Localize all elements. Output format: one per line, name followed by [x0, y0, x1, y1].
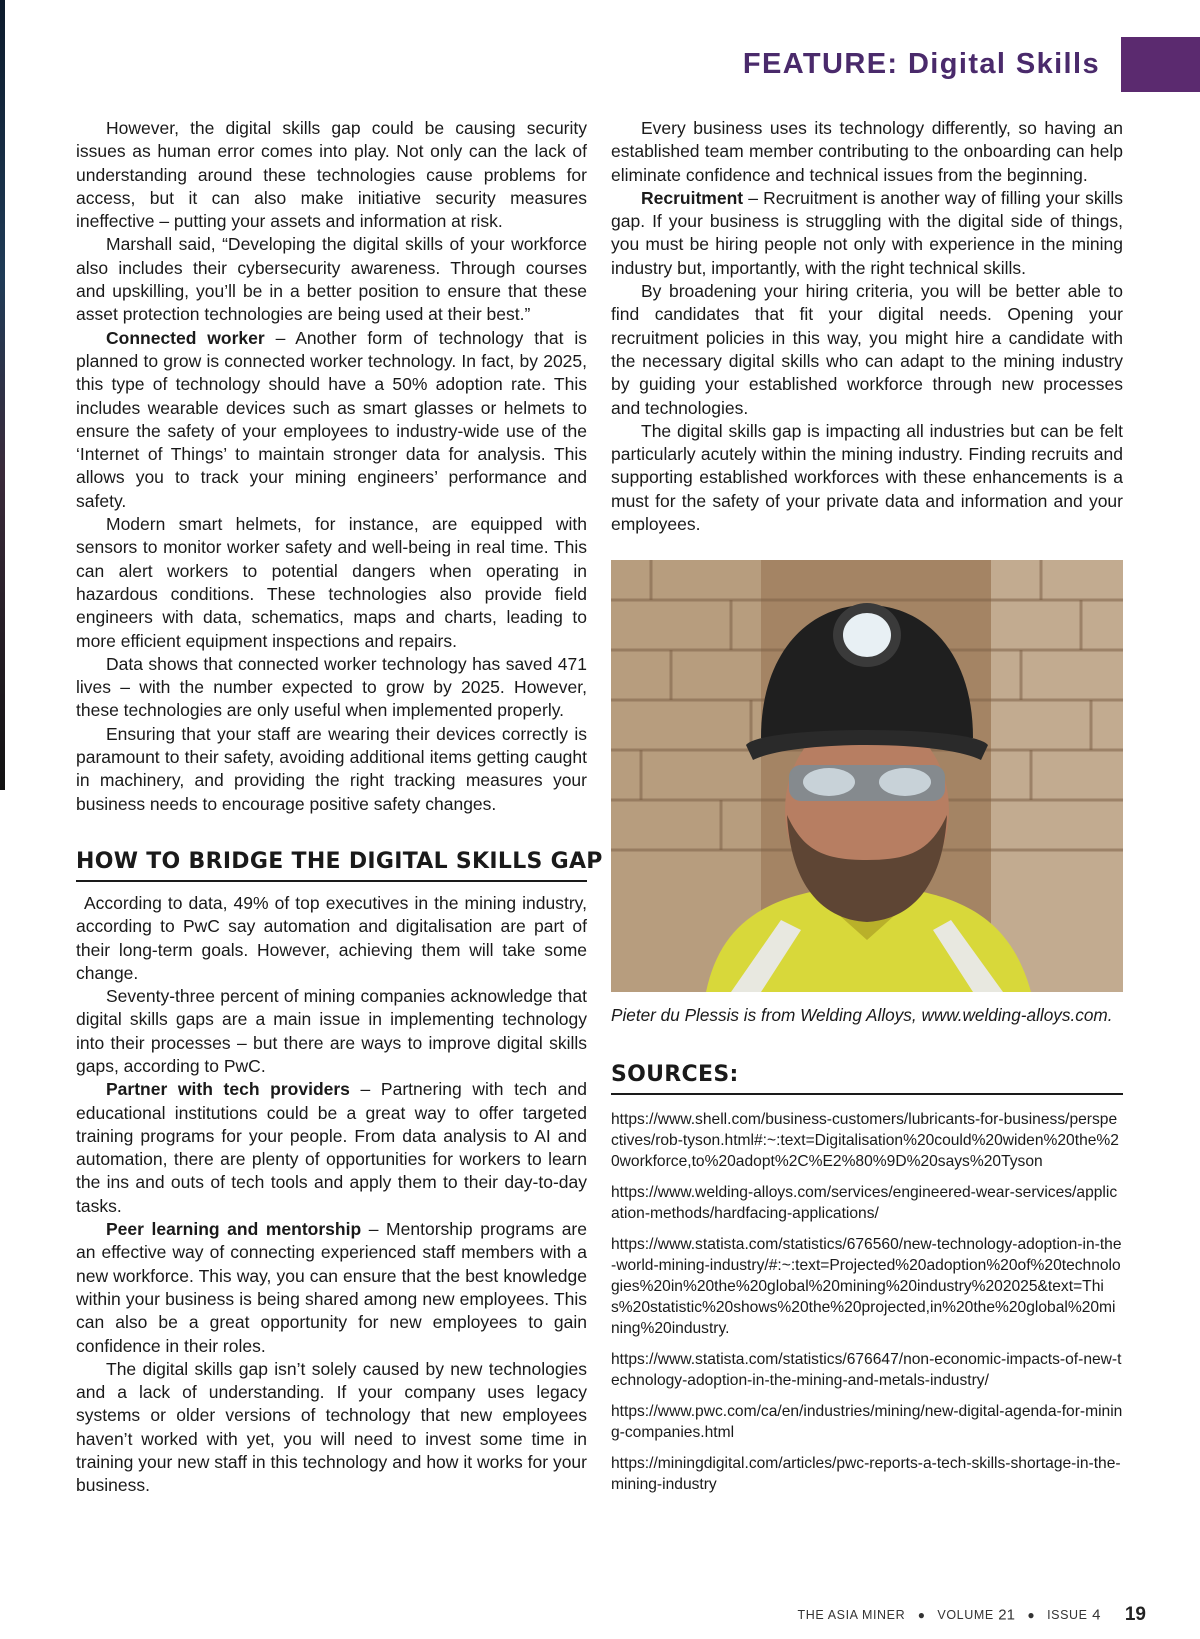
page-title: FEATURE: Digital Skills: [742, 48, 1100, 80]
footer-publication: THE ASIA MINER: [797, 1608, 906, 1622]
paragraph-text: – Recruitment is another way of filling your skills gap. If your business is struggling with the digital side of things, you must be hiring people not only with experience in the mining industry but, importantly, with the right technical skills.: [611, 187, 1123, 278]
article-paragraph: [76, 985, 587, 1078]
article-paragraph: [611, 117, 1123, 187]
source-link[interactable]: https://miningdigital.com/articles/pwc-reports-a-tech-skills-shortage-in-the-mining-industry: [611, 1455, 1121, 1494]
paragraph-lead-in: Peer learning and mentorship: [106, 1219, 362, 1240]
header-color-band: [1121, 37, 1200, 92]
paragraph-lead-in: Recruitment: [641, 187, 744, 208]
footer-bullet: ●: [917, 1608, 925, 1622]
article-body-left: [76, 117, 587, 816]
portrait-photo: [611, 560, 1123, 992]
article-paragraph: [76, 513, 587, 653]
paragraph-lead-in: Connected worker: [106, 327, 265, 348]
source-link[interactable]: https://www.statista.com/statistics/676560/new-technology-adoption-in-the-world-mining-industry/#:~:text=Projected%20adoption%20of%20technologies%20in%20the%20global%20mining%20industry%202025&text=This%20statistic%20shows%20the%20projected,in%20the%20global%20mining%20industry.: [611, 1236, 1122, 1338]
footer-issue: 4: [1092, 1606, 1101, 1624]
paragraph-text: By broadening your hiring criteria, you will be better able to find candidates that fit your digital needs. Opening your recruitment policies in this way, you might hire a candidate with the necessary digital skills who can adapt to the mining industry by guiding your established workforce through new processes and technologies.: [611, 281, 1123, 418]
article-paragraph: [76, 327, 587, 513]
footer-bullet: ●: [1027, 1608, 1035, 1622]
paragraph-text: According to data, 49% of top executives in the mining industry, according to PwC say automation and digitalisation are part of their long-term goals. However, achieving them will take some change.: [76, 892, 587, 983]
article-paragraph: [76, 1218, 587, 1358]
paragraph-text: The digital skills gap is impacting all industries but can be felt particularly acutely within the mining industry. Finding recruits and supporting established workforces with these enhancements is a must for the safety of your private data and information and your employees.: [611, 420, 1123, 535]
article-paragraph: [611, 280, 1123, 420]
footer-issue-label: ISSUE: [1047, 1608, 1088, 1622]
source-link[interactable]: https://www.shell.com/business-customers/lubricants-for-business/perspectives/rob-tyson.html#:~:text=Digitalisation%20could%20widen%20the%20workforce,to%20adopt%2C%E2%80%9D%20says%20Tyson: [611, 1111, 1119, 1171]
footer-volume: 21: [998, 1606, 1015, 1624]
right-column: [611, 117, 1123, 1505]
paragraph-text: However, the digital skills gap could be causing security issues as human error comes into play. Not only can the lack of understanding around these technologies cause problems for access, but it can also make initiative security measures ineffective – putting your assets and information at risk.: [76, 118, 587, 232]
section-body: [76, 892, 587, 1498]
footer-volume-label: VOLUME: [937, 1608, 994, 1622]
sources-heading: SOURCES:: [611, 1062, 1123, 1095]
paragraph-lead-in: Partner with tech providers: [106, 1079, 350, 1100]
article-paragraph: [76, 892, 587, 985]
paragraph-text: Marshall said, “Developing the digital skills of your workforce also includes their cybersecurity awareness. Through courses and upskilling, you’ll be in a better position to ensure that these asset protection technologies are being used at their best.”: [76, 234, 587, 325]
article-paragraph: [76, 1078, 587, 1218]
left-column: [76, 117, 603, 1498]
article-paragraph: [76, 723, 587, 816]
page-edge-strip: [0, 0, 5, 790]
paragraph-text: – Mentorship programs are an effective way of connecting experienced staff members with a new workforce. This way, you can ensure that the best knowledge within your business is being shared among new employees. This can also be a great opportunity for new employees to gain confidence in their roles.: [76, 1219, 587, 1356]
paragraph-text: Data shows that connected worker technology has saved 471 lives – with the number expected to grow by 2025. However, these technologies are only useful when implemented properly.: [76, 653, 587, 721]
paragraph-text: The digital skills gap isn’t solely caused by new technologies and a lack of understanding. If your company uses legacy systems or older versions of technology that new employees haven’t worked with yet, you will need to invest some time in training your new staff in this technology and how it works for your business.: [76, 1358, 587, 1496]
article-paragraph: [76, 653, 587, 723]
paragraph-text: Modern smart helmets, for instance, are equipped with sensors to monitor worker safety and well-being in real time. This can alert workers to potential dangers when operating in hazardous conditions. These technologies also provide field engineers with data, schematics, maps and charts, leading to more efficient equipment inspections and repairs.: [76, 514, 587, 651]
article-paragraph: [611, 187, 1123, 280]
page-footer: [798, 1604, 1146, 1626]
article-paragraph: [76, 117, 587, 233]
page-number: 19: [1124, 1604, 1146, 1625]
article-paragraph: [76, 1358, 587, 1498]
paragraph-text: Every business uses its technology differently, so having an established team member contributing to the onboarding can help eliminate confidence and technical issues from the beginning.: [611, 118, 1123, 185]
article-paragraph: [611, 420, 1123, 536]
photo-caption: Pieter du Plessis is from Welding Alloys, www.welding-alloys.com.: [611, 1005, 1113, 1026]
paragraph-text: Seventy-three percent of mining companies acknowledge that digital skills gaps are a main issue in implementing technology into their processes – but there are ways to improve digital skills gaps, according to PwC.: [76, 986, 587, 1076]
article-paragraph: [76, 233, 587, 326]
paragraph-text: Ensuring that your staff are wearing their devices correctly is paramount to their safety, avoiding additional items getting caught in machinery, and providing the right tracking measures your business needs to encourage positive safety changes.: [76, 723, 587, 814]
source-link[interactable]: https://www.welding-alloys.com/services/engineered-wear-services/application-methods/hardfacing-applications/: [611, 1184, 1118, 1223]
paragraph-text: – Partnering with tech and educational institutions could be a great way to offer targeted training programs for your people. From data analysis to AI and automation, there are plenty of opportunities for workers to learn the ins and outs of tech tools and apply them to their day-to-day tasks.: [76, 1079, 587, 1216]
section-heading: HOW TO BRIDGE THE DIGITAL SKILLS GAP: [76, 849, 587, 882]
source-link[interactable]: https://www.pwc.com/ca/en/industries/mining/new-digital-agenda-for-mining-companies.html: [611, 1403, 1123, 1442]
source-link[interactable]: https://www.statista.com/statistics/676647/non-economic-impacts-of-new-technology-adoption-in-the-mining-and-metals-industry/: [611, 1351, 1122, 1390]
article-body-right: [611, 117, 1123, 536]
paragraph-text: – Another form of technology that is planned to grow is connected worker technology. In fact, by 2025, this type of technology should have a 50% adoption rate. This includes wearable devices such as smart glasses or helmets to ensure the safety of your employees to industry-wide use of the ‘Internet of Things’ to maintain stronger data for analysis. This allows you to track your mining engineers’ performance and safety.: [76, 327, 587, 511]
sources-list: [611, 1109, 1123, 1495]
